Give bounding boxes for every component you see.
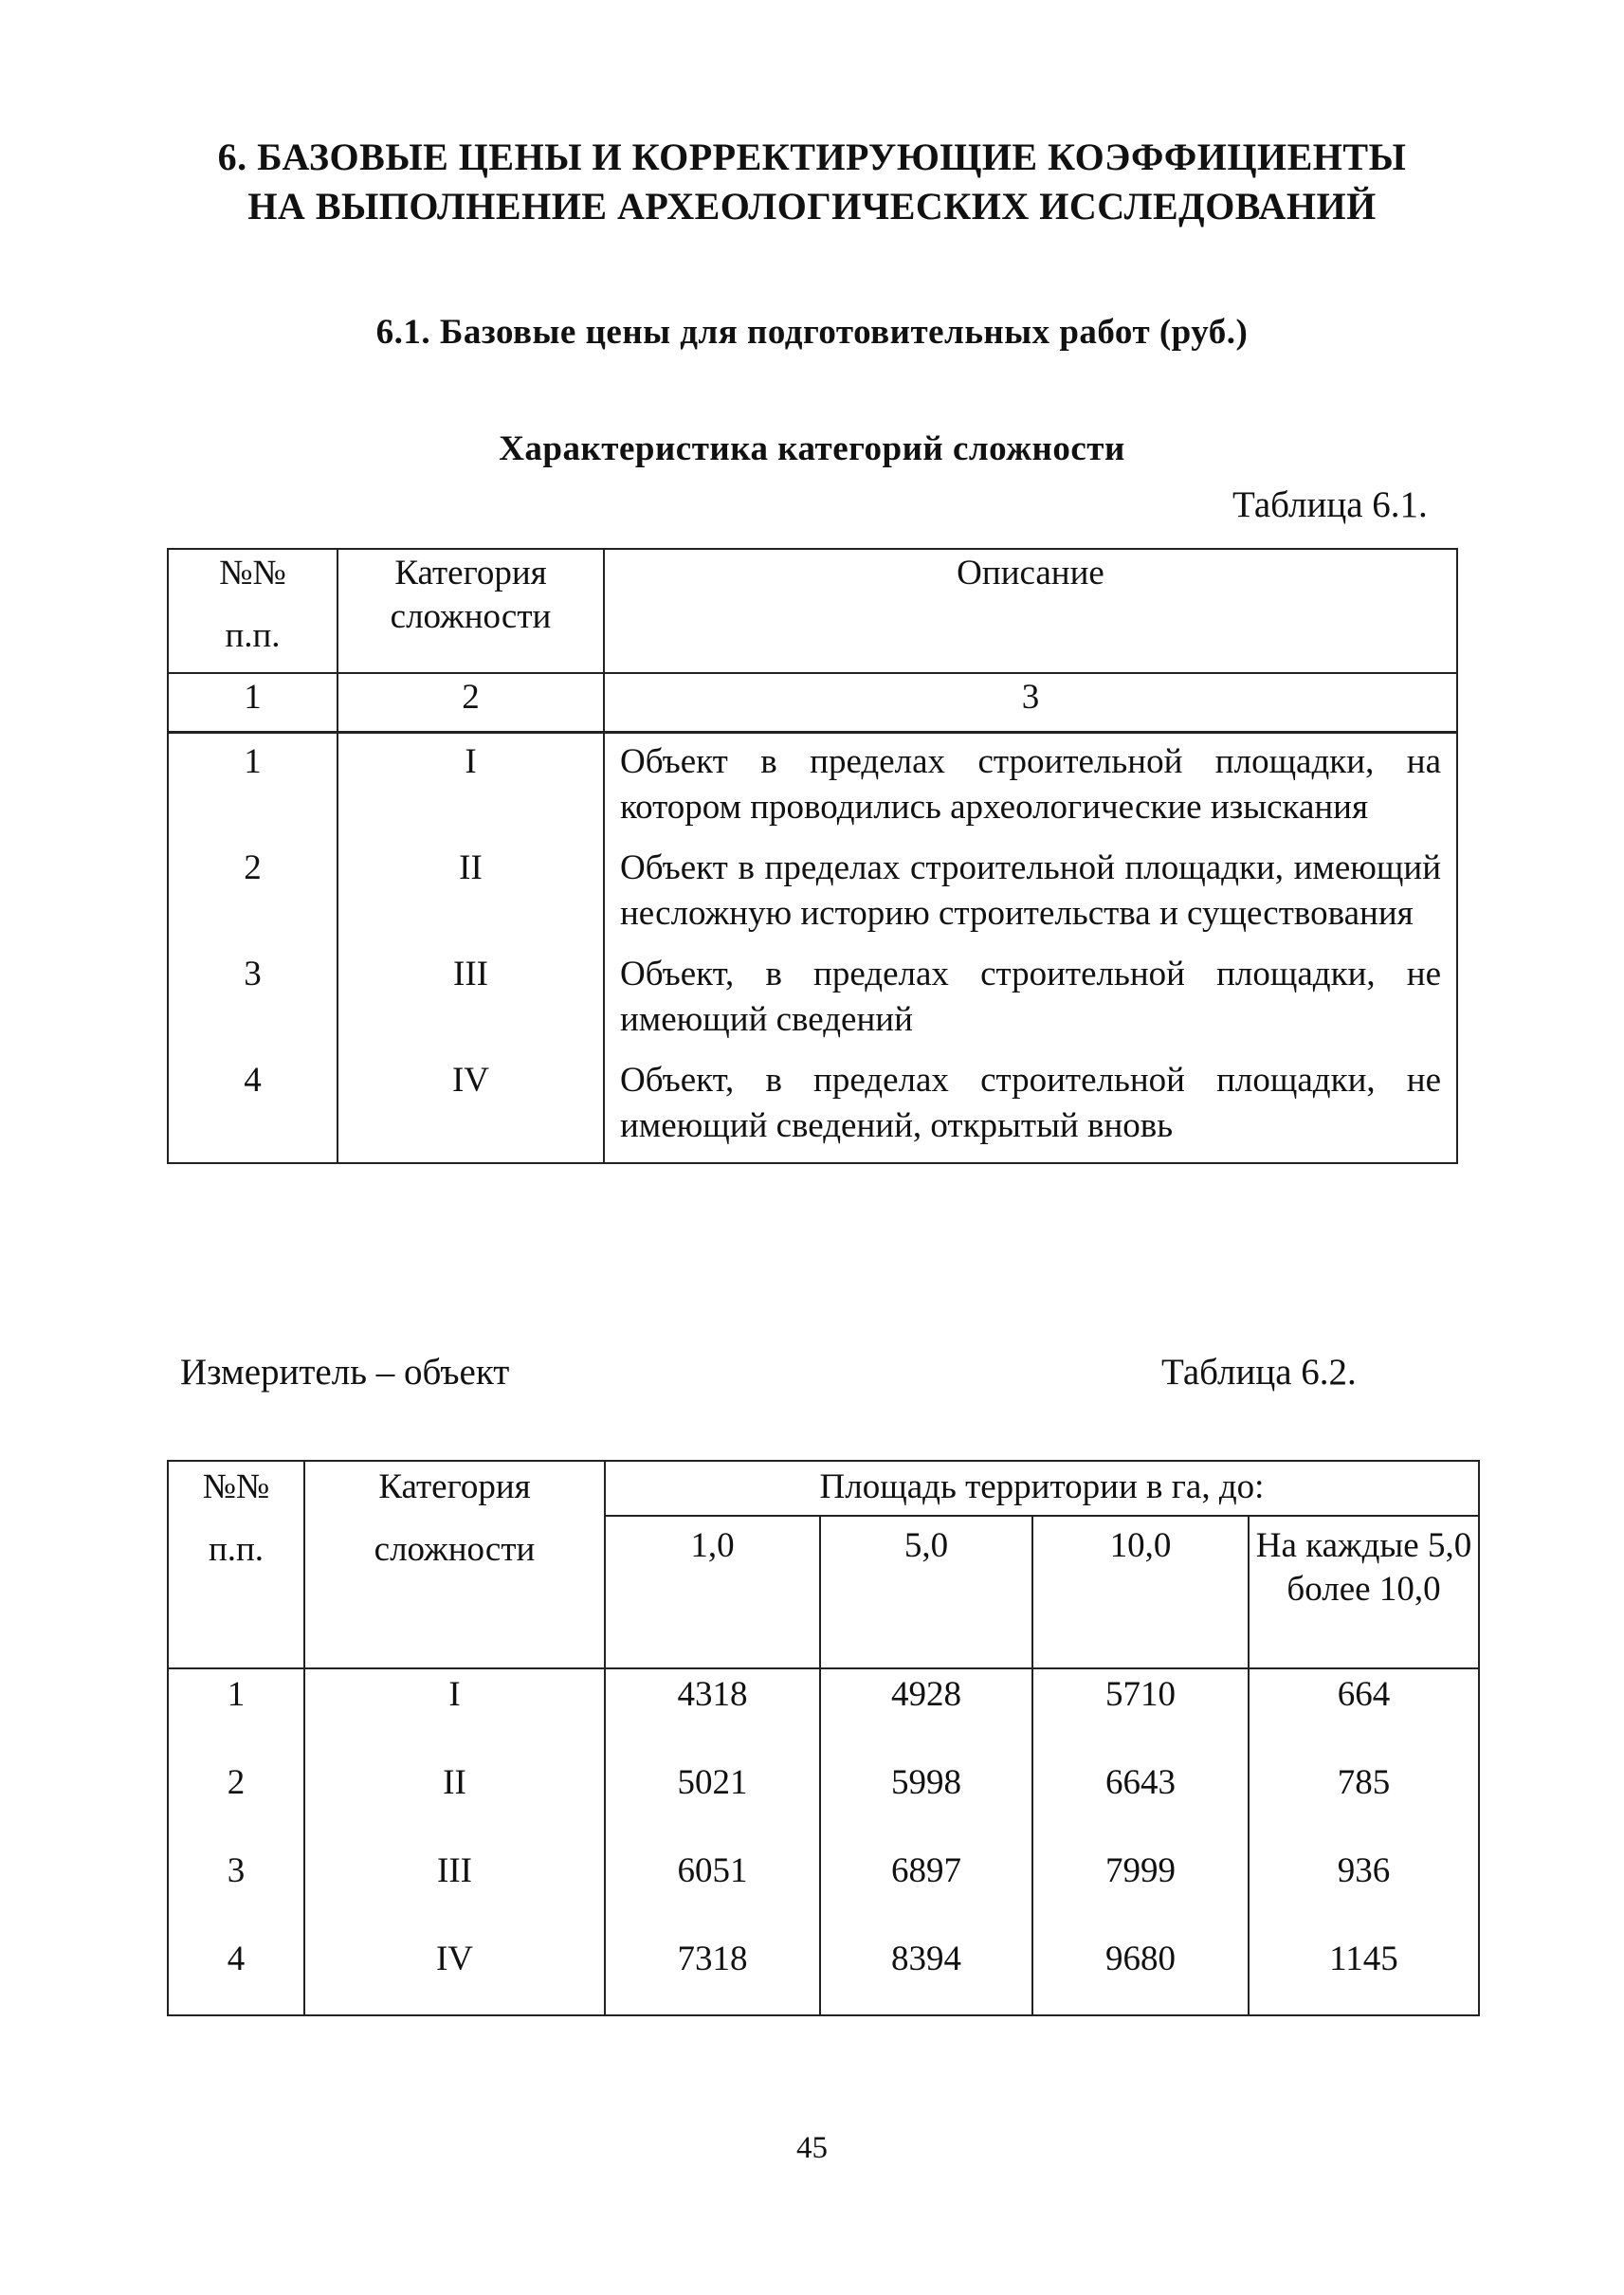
table2-row-category: III xyxy=(304,1846,605,1934)
table-row xyxy=(168,1758,1479,1846)
table2-row-num: 1 xyxy=(168,1668,304,1758)
table1-row-num: 4 xyxy=(168,1052,338,1163)
table-6-2 xyxy=(167,1460,1480,2016)
table2-header-area-col-3: 10,0 xyxy=(1032,1516,1249,1668)
table2-cell: 7318 xyxy=(605,1934,820,2015)
section-title xyxy=(0,133,1624,231)
table2-row-num: 2 xyxy=(168,1758,304,1846)
table2-measure: Измеритель – объект xyxy=(180,1352,510,1393)
table1-colnum-1: 1 xyxy=(168,673,338,733)
table1-row-category: III xyxy=(338,946,604,1052)
table1-column-numbers-row xyxy=(168,673,1457,733)
section-title-line-1: 6. БАЗОВЫЕ ЦЕНЫ И КОРРЕКТИРУЮЩИЕ КОЭФФИЦИЕНТЫ xyxy=(217,136,1407,178)
table2-cell: 1145 xyxy=(1249,1934,1479,2015)
table1-colnum-3: 3 xyxy=(604,673,1457,733)
table1-row-num: 1 xyxy=(168,733,338,841)
table2-row-num: 3 xyxy=(168,1846,304,1934)
table2-header-area-col-1: 1,0 xyxy=(605,1516,820,1668)
table2-header-area-col-4: На каждые 5,0 более 10,0 xyxy=(1249,1516,1479,1668)
table1-header-num xyxy=(168,549,338,673)
table2-header-num xyxy=(168,1461,304,1668)
table1-header-num-line2: п.п. xyxy=(225,616,281,655)
page-number: 45 xyxy=(796,2131,828,2165)
table2-header-num-line2: п.п. xyxy=(208,1530,265,1569)
table2-cell: 6897 xyxy=(820,1846,1032,1934)
table2-row-num: 4 xyxy=(168,1934,304,2015)
table1-row-num: 2 xyxy=(168,840,338,946)
table-6-1 xyxy=(167,548,1458,1164)
table2-header-area: Площадь территории в га, до: xyxy=(605,1461,1479,1516)
table2-cell: 4928 xyxy=(820,1668,1032,1758)
table-row xyxy=(168,1934,1479,2015)
table1-row-description: Объект в пределах строительной площадки, имеющий несложную историю строительства и существования xyxy=(604,840,1457,946)
table-row xyxy=(168,1668,1479,1758)
table-row xyxy=(168,840,1457,946)
table2-row-category: II xyxy=(304,1758,605,1846)
table2-header-category xyxy=(304,1461,605,1668)
table-row xyxy=(168,733,1457,841)
table1-label: Таблица 6.1. xyxy=(1232,484,1428,525)
table2-cell: 8394 xyxy=(820,1934,1032,2015)
table1-row-category: II xyxy=(338,840,604,946)
characteristics-title: Характеристика категорий сложности xyxy=(499,429,1125,468)
table1-header-row xyxy=(168,549,1457,673)
table2-cell: 6643 xyxy=(1032,1758,1249,1846)
table2-label: Таблица 6.2. xyxy=(1161,1352,1357,1393)
table2-header-row-1 xyxy=(168,1461,1479,1516)
table1-row-description: Объект, в пределах строительной площадки, не имеющий сведений xyxy=(604,946,1457,1052)
table2-header-area-col-2: 5,0 xyxy=(820,1516,1032,1668)
table2-cell: 785 xyxy=(1249,1758,1479,1846)
table2-header-num-line1: №№ xyxy=(202,1467,270,1506)
table1-colnum-2: 2 xyxy=(338,673,604,733)
table2-row-category: IV xyxy=(304,1934,605,2015)
table1-row-description: Объект в пределах строительной площадки, на котором проводились археологические изыскания xyxy=(604,733,1457,841)
table1-row-category: IV xyxy=(338,1052,604,1163)
table-row xyxy=(168,1052,1457,1163)
table2-cell: 5998 xyxy=(820,1758,1032,1846)
table2-header-category-line2: сложности xyxy=(374,1530,536,1569)
table2-cell: 4318 xyxy=(605,1668,820,1758)
table1-row-category: I xyxy=(338,733,604,841)
table-row xyxy=(168,1846,1479,1934)
table1-header-category: Категория сложности xyxy=(338,549,604,673)
table1-row-description: Объект, в пределах строительной площадки, не имеющий сведений, открытый вновь xyxy=(604,1052,1457,1163)
table-row xyxy=(168,946,1457,1052)
table2-cell: 936 xyxy=(1249,1846,1479,1934)
subsection-title: 6.1. Базовые цены для подготовительных работ (руб.) xyxy=(375,313,1249,352)
section-title-line-2: НА ВЫПОЛНЕНИЕ АРХЕОЛОГИЧЕСКИХ ИССЛЕДОВАНИЙ xyxy=(247,185,1377,228)
table2-row-category: I xyxy=(304,1668,605,1758)
table1-header-description: Описание xyxy=(604,549,1457,673)
table2-cell: 6051 xyxy=(605,1846,820,1934)
table2-cell: 9680 xyxy=(1032,1934,1249,2015)
table1-header-num-line1: №№ xyxy=(219,554,286,592)
table2-cell: 5021 xyxy=(605,1758,820,1846)
table2-cell: 7999 xyxy=(1032,1846,1249,1934)
table2-cell: 5710 xyxy=(1032,1668,1249,1758)
table2-header-category-line1: Категория xyxy=(378,1467,531,1506)
table1-row-num: 3 xyxy=(168,946,338,1052)
table2-cell: 664 xyxy=(1249,1668,1479,1758)
